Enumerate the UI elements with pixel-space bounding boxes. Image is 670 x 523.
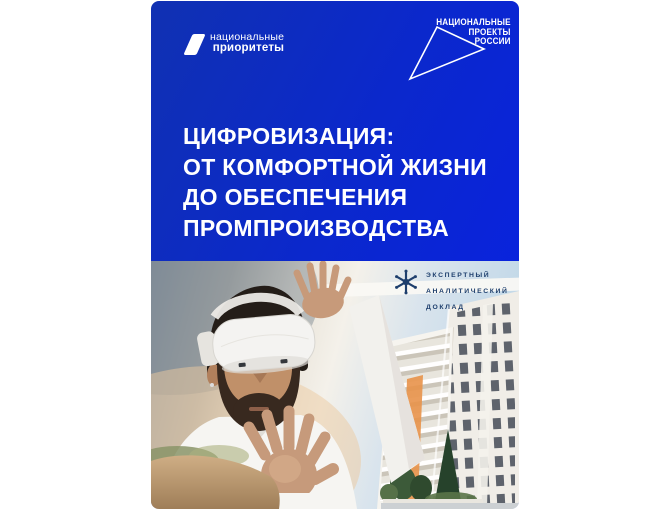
title-line-4: ПРОМПРОИЗВОДСТВА [183,214,449,241]
snowflake-icon [393,269,419,295]
slash-icon [183,34,205,55]
checkmark-outline-icon [404,21,494,86]
report-cover [151,1,519,509]
expert-badge [393,268,508,316]
brand-right-line1: НАЦИОНАЛЬНЫЕ [436,17,511,27]
earring [210,383,214,387]
cover-photo [151,261,519,509]
brand-left-line1: национальные [210,31,285,43]
brand-left-line2: приоритеты [212,42,285,54]
title-line-3: ДО ОБЕСПЕЧЕНИЯ [183,184,408,210]
brand-left-logo [188,32,284,55]
brand-left-text [210,32,284,54]
cover-title [183,121,487,243]
badge-text [426,268,508,316]
brand-right-line3: РОССИИ [474,36,511,46]
badge-line-3: ДОКЛАД [426,304,465,311]
title-line-1: ЦИФРОВИЗАЦИЯ: [183,123,395,149]
brand-right-line2: ПРОЕКТЫ [468,26,511,37]
title-line-2: ОТ КОМФОРТНОЙ ЖИЗНИ [183,153,488,180]
badge-line-1: ЭКСПЕРТНЫЙ [426,272,491,279]
badge-line-2: АНАЛИТИЧЕСКИЙ [426,288,509,295]
